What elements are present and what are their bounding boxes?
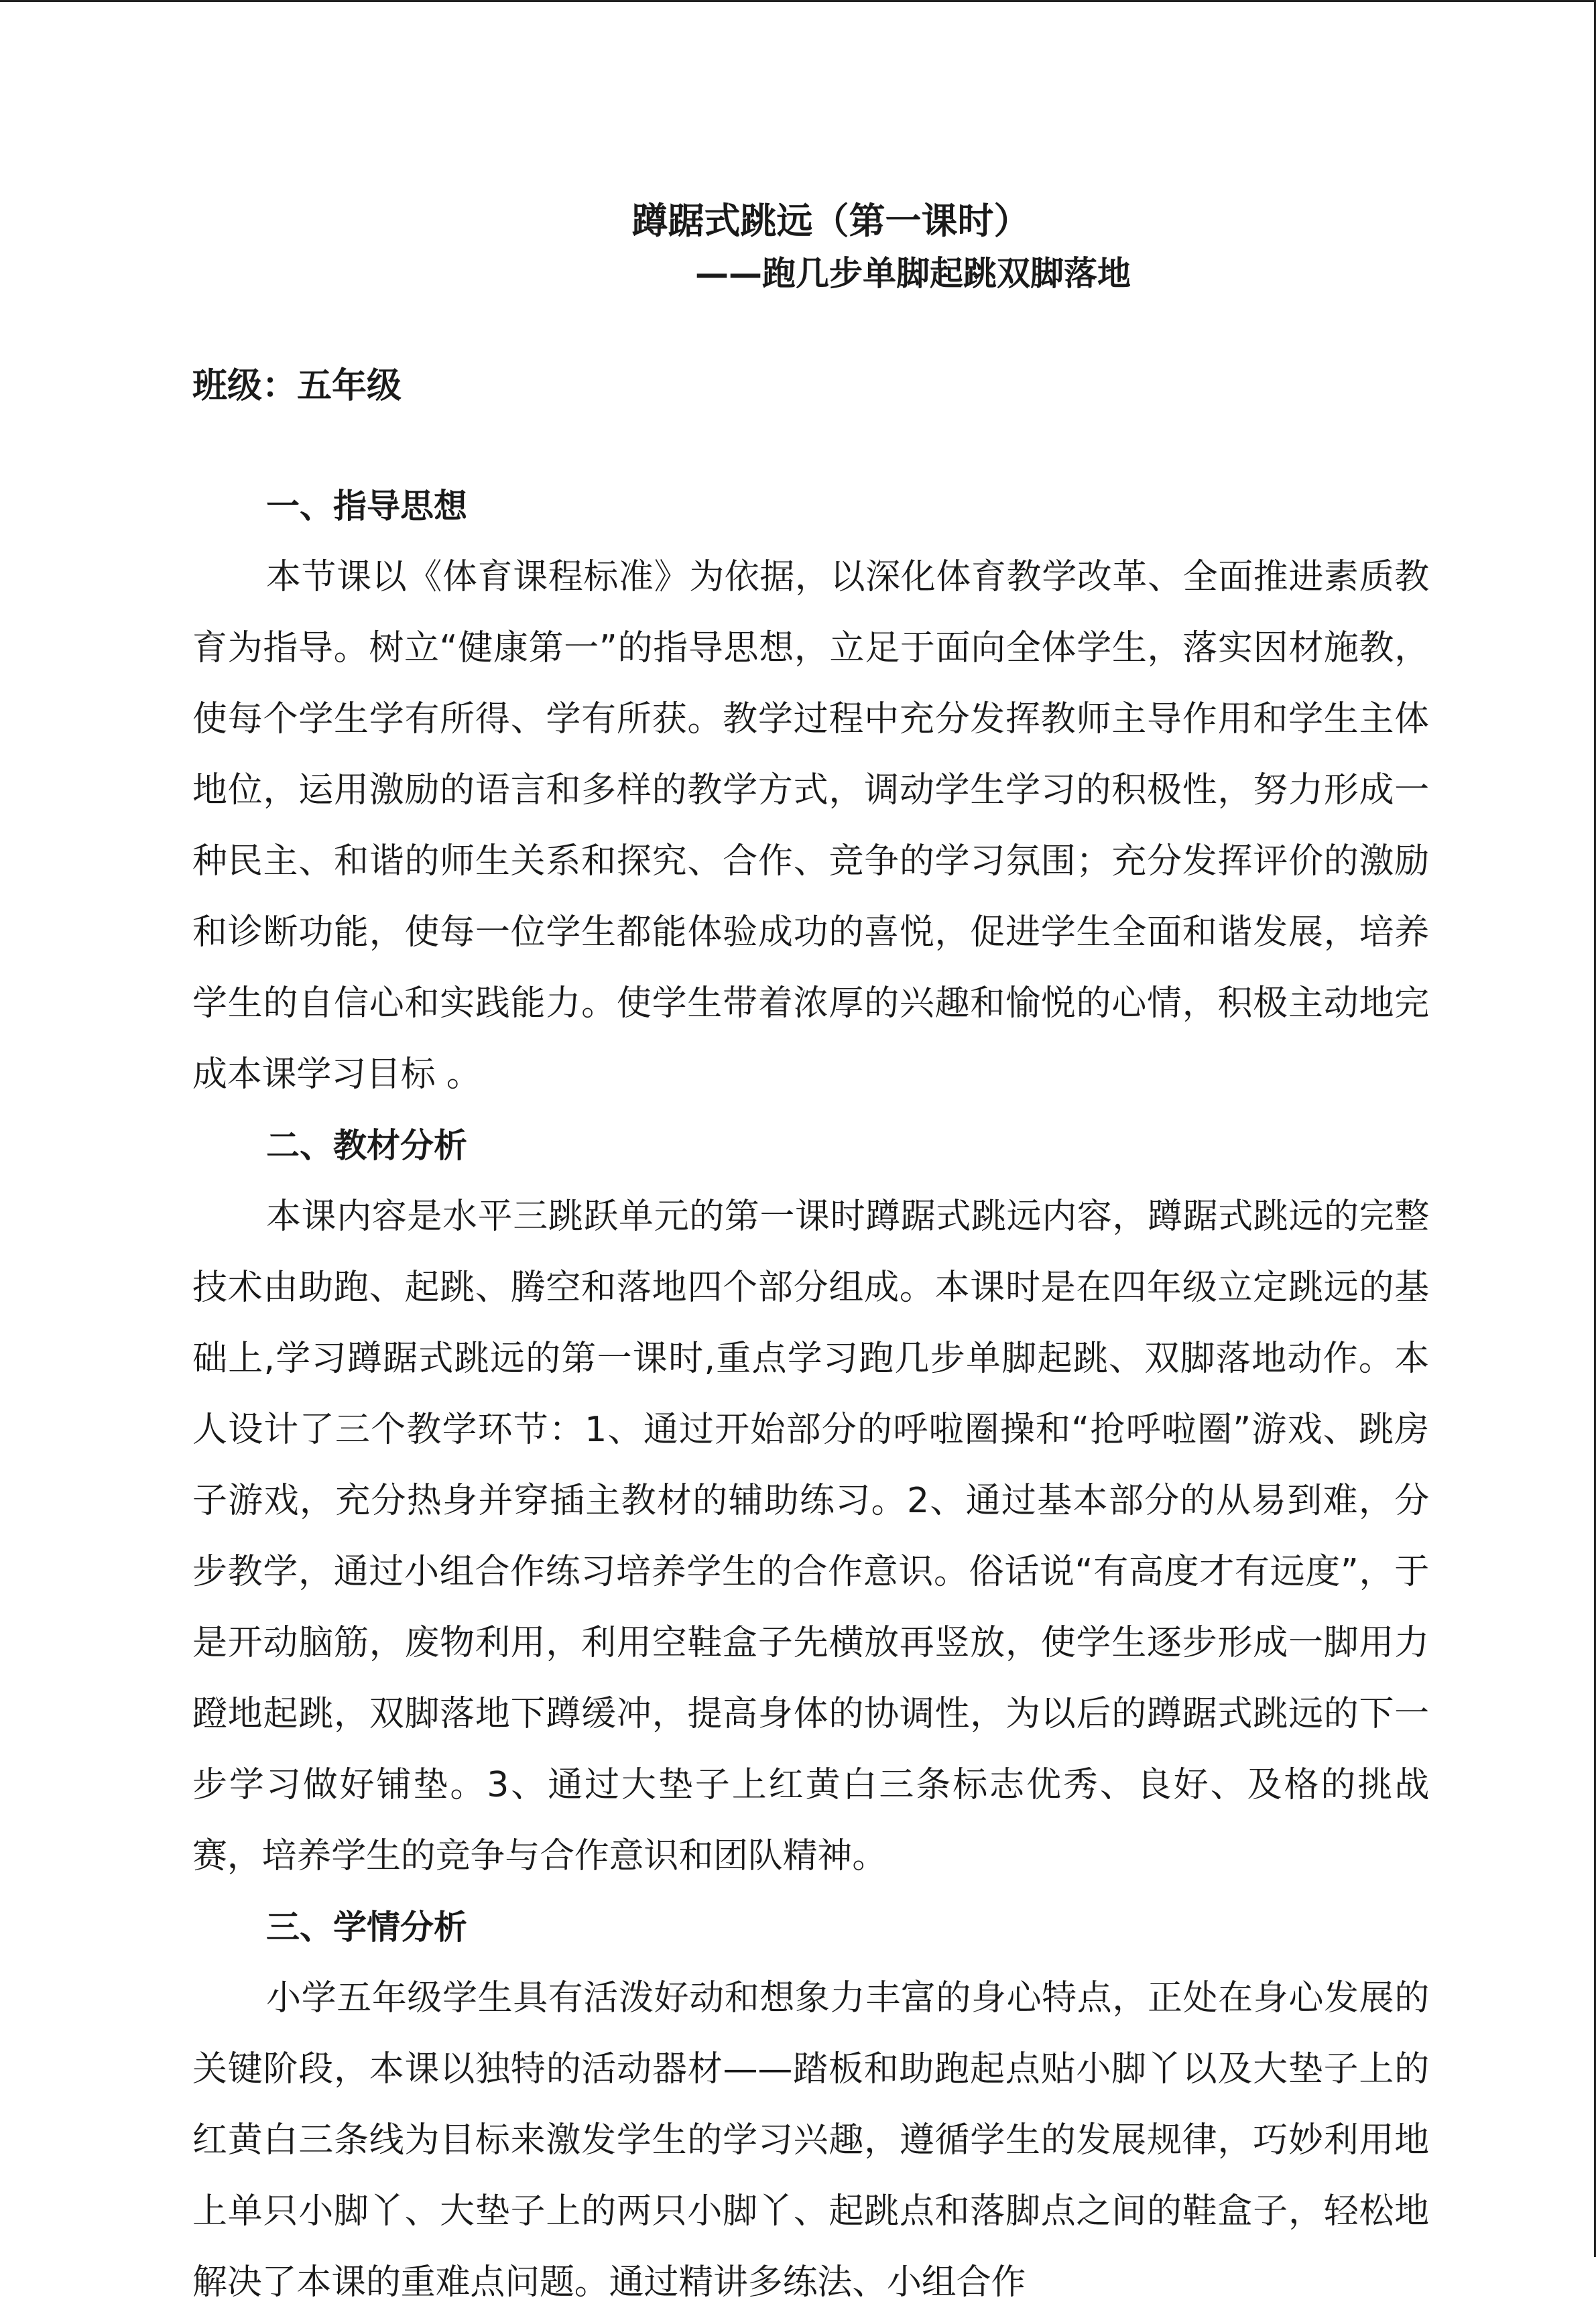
section-heading-student-analysis: 三、学情分析 <box>266 1908 467 1947</box>
document-subtitle: ——跑几步单脚起跳双脚落地 <box>695 254 1131 293</box>
section-body-material-analysis: 本课内容是水平三跳跃单元的第一课时蹲踞式跳远内容，蹲踞式跳远的完整技术由助跑、起跳、腾空和落地四个部分组成。本课时是在四年级立定跳远的基础上,学习蹲踞式跳远的第一课时,重点学习跑几步单脚起跳、双脚落地动作。本人设计了三个教学环节：1、通过开始部分的呼啦圈操和“抢呼啦圈”游戏、跳房子游戏，充分热身并穿插主教材的辅助练习。2、通过基本部分的从易到难，分步教学，通过小组合作练习培养学生的合作意识。俗话说“有高度才有远度”，于是开动脑筋，废物利用，利用空鞋盒子先横放再竖放，使学生逐步形成一脚用力蹬地起跳，双脚落地下蹲缓冲，提高身体的协调性，为以后的蹲踞式跳远的下一步学习做好铺垫。3、通过大垫子上红黄白三条标志优秀、良好、及格的挑战赛，培养学生的竞争与合作意识和团队精神。 <box>192 1197 1429 1876</box>
section-body-student-analysis: 小学五年级学生具有活泼好动和想象力丰富的身心特点，正处在身心发展的关键阶段，本课以独特的活动器材——踏板和助跑起点贴小脚丫以及大垫子上的红黄白三条线为目标来激发学生的学习兴趣，遵循学生的发展规律，巧妙利用地上单只小脚丫、大垫子上的两只小脚丫、起跳点和落脚点之间的鞋盒子，轻松地解决了本课的重难点问题。通过精讲多练法、小组合作 <box>192 1978 1429 2303</box>
section-body-guiding-ideology: 本节课以《体育课程标准》为依据，以深化体育教学改革、全面推进素质教育为指导。树立“健康第一”的指导思想，立足于面向全体学生，落实因材施教，使每个学生学有所得、学有所获。教学过程中充分发挥教师主导作用和学生主体地位，运用激励的语言和多样的教学方式，调动学生学习的积极性，努力形成一种民主、和谐的师生关系和探究、合作、竞争的学习氛围；充分发挥评价的激励和诊断功能，使每一位学生都能体验成功的喜悦，促进学生全面和谐发展，培养学生的自信心和实践能力。使学生带着浓厚的兴趣和愉悦的心情，积极主动地完成本课学习目标 。 <box>192 557 1429 1095</box>
section-heading-material-analysis: 二、教材分析 <box>266 1126 467 1165</box>
document-page <box>192 194 1429 2318</box>
document-title: 蹲踞式跳远（第一课时） <box>631 200 1030 242</box>
class-info: 班级：五年级 <box>192 366 402 406</box>
section-heading-guiding-ideology: 一、指导思想 <box>266 487 467 526</box>
page-top-border <box>0 0 1596 2</box>
